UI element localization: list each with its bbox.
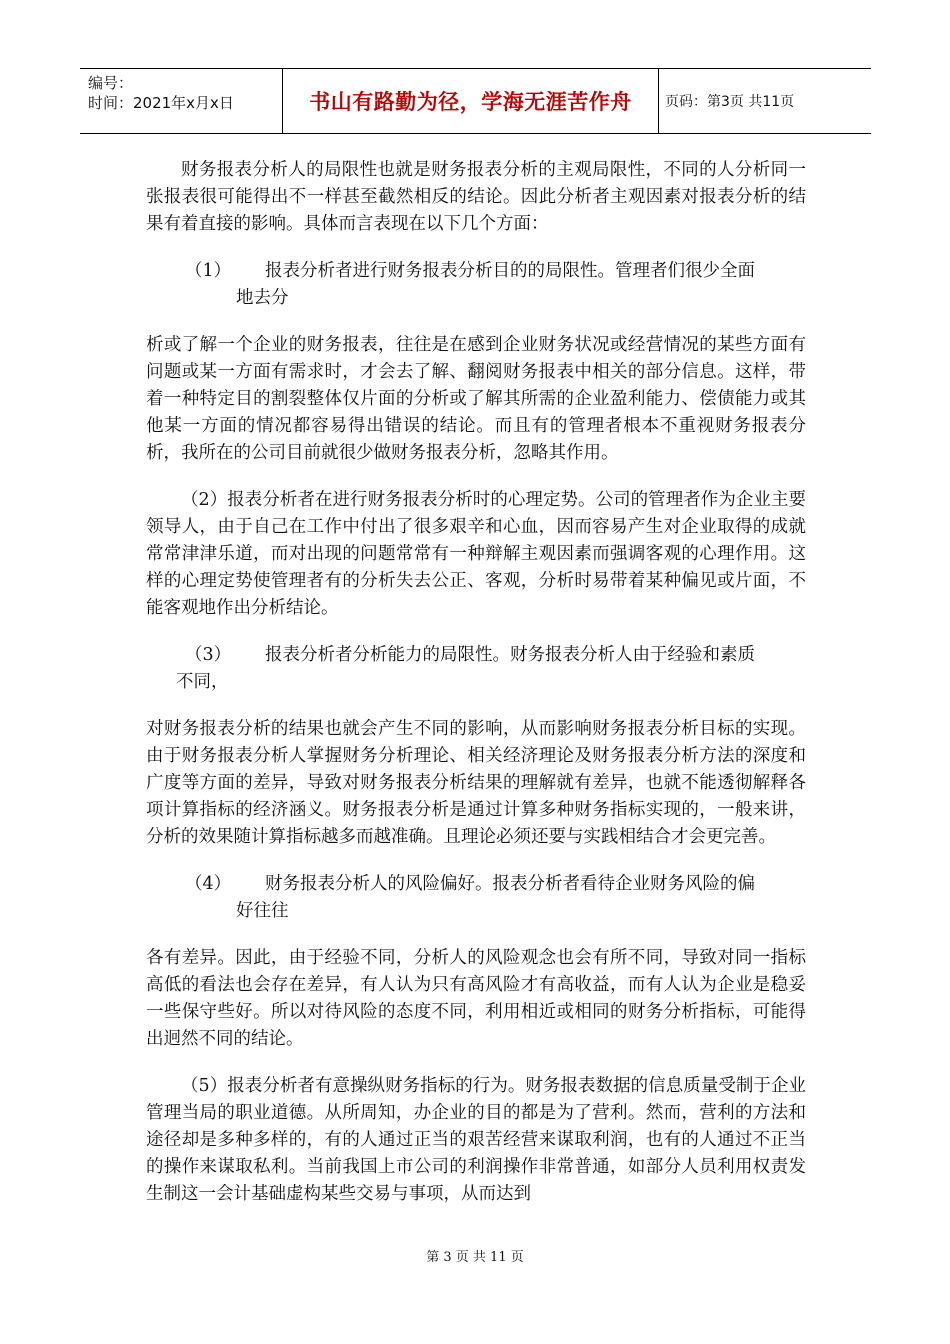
- header-meta: [80, 69, 283, 133]
- item-1-heading-continued: 地去分: [236, 288, 289, 308]
- header-time-label: 时间：2021年x月x日: [88, 94, 234, 112]
- intro-paragraph: 财务报表分析人的局限性也就是财务报表分析的主观局限性，不同的人分析同一张报表很可能得出不一样甚至截然相反的结论。因此分析者主观因素对报表分析的结果有着直接的影响。具体而言表现在以下几个方面：: [146, 160, 806, 234]
- list-item-1: [146, 258, 806, 312]
- item-1-number: （1）: [185, 261, 232, 281]
- item-5-paragraph: （5）报表分析者有意操纵财务指标的行为。财务报表数据的信息质量受制于企业管理当局的职业道德。从所周知，办企业的目的都是为了营利。然而，营利的方法和途径却是多种多样的，有的人通过正当的艰苦经营来谋取利润，也有的人通过不正当的操作来谋取私利。当前我国上市公司的利润操作非常普通，如部分人员利用权责发生制这一会计基础虚构某些交易与事项，从而达到: [146, 1076, 806, 1204]
- list-item-4: [146, 871, 806, 925]
- page-footer: 第 3 页 共 11 页: [426, 1250, 524, 1265]
- item-3-number: （3）: [185, 645, 232, 665]
- item-3-heading: 报表分析者分析能力的局限性。财务报表分析人由于经验和素质: [265, 645, 755, 665]
- item-1-heading: 报表分析者进行财务报表分析目的的局限性。管理者们很少全面: [265, 261, 755, 281]
- item-3-body: 对财务报表分析的结果也就会产生不同的影响，从而影响财务报表分析目标的实现。由于财务报表分析人掌握财务分析理论、相关经济理论及财务报表分析方法的深度和广度等方面的差异，导致对财务报表分析结果的理解就有差异，也就不能透彻解释各项计算指标的经济涵义。财务报表分析是通过计算多种财务指标实现的，一般来讲，分析的效果随计算指标越多而越准确。且理论必须还要与实践相结合才会更完善。: [146, 719, 806, 847]
- item-4-heading-continued: 好往往: [236, 901, 289, 921]
- header-page-info: 页码：第3页 共11页: [665, 94, 795, 110]
- document-body: [146, 157, 806, 1228]
- item-4-body: 各有差异。因此，由于经验不同，分析人的风险观念也会有所不同，导致对同一指标高低的看法也会存在差异，有人认为只有高风险才有高收益，而有人认为企业是稳妥一些保守些好。所以对待风险的态度不同，利用相近或相同的财务分析指标，可能得出迥然不同的结论。: [146, 948, 806, 1049]
- header-number-label: 编号：: [88, 74, 134, 92]
- item-1-body: 析或了解一个企业的财务报表，往往是在感到企业财务状况或经营情况的某些方面有问题或某一方面有需求时，才会去了解、翻阅财务报表中相关的部分信息。这样，带着一种特定目的割裂整体仅片面的分析或了解其所需的企业盈利能力、偿债能力或其他某一方面的情况都容易得出错误的结论。而且有的管理者根本不重视财务报表分析，我所在的公司目前就很少做财务报表分析，忽略其作用。: [146, 335, 806, 463]
- item-4-heading: 财务报表分析人的风险偏好。报表分析者看待企业财务风险的偏: [265, 874, 755, 894]
- list-item-3: [146, 642, 806, 696]
- item-4-number: （4）: [185, 874, 232, 894]
- page-header: [80, 68, 871, 134]
- item-3-heading-continued: 不同，: [176, 672, 229, 692]
- header-motto: 书山有路勤为径，学海无涯苦作舟: [283, 69, 659, 133]
- item-2-paragraph: （2）报表分析者在进行财务报表分析时的心理定势。公司的管理者作为企业主要领导人，由于自己在工作中付出了很多艰辛和心血，因而容易产生对企业取得的成就常常津津乐道，而对出现的问题常常有一种辩解主观因素而强调客观的心理作用。这样的心理定势使管理者有的分析失去公正、客观，分析时易带着某种偏见或片面，不能客观地作出分析结论。: [146, 490, 806, 618]
